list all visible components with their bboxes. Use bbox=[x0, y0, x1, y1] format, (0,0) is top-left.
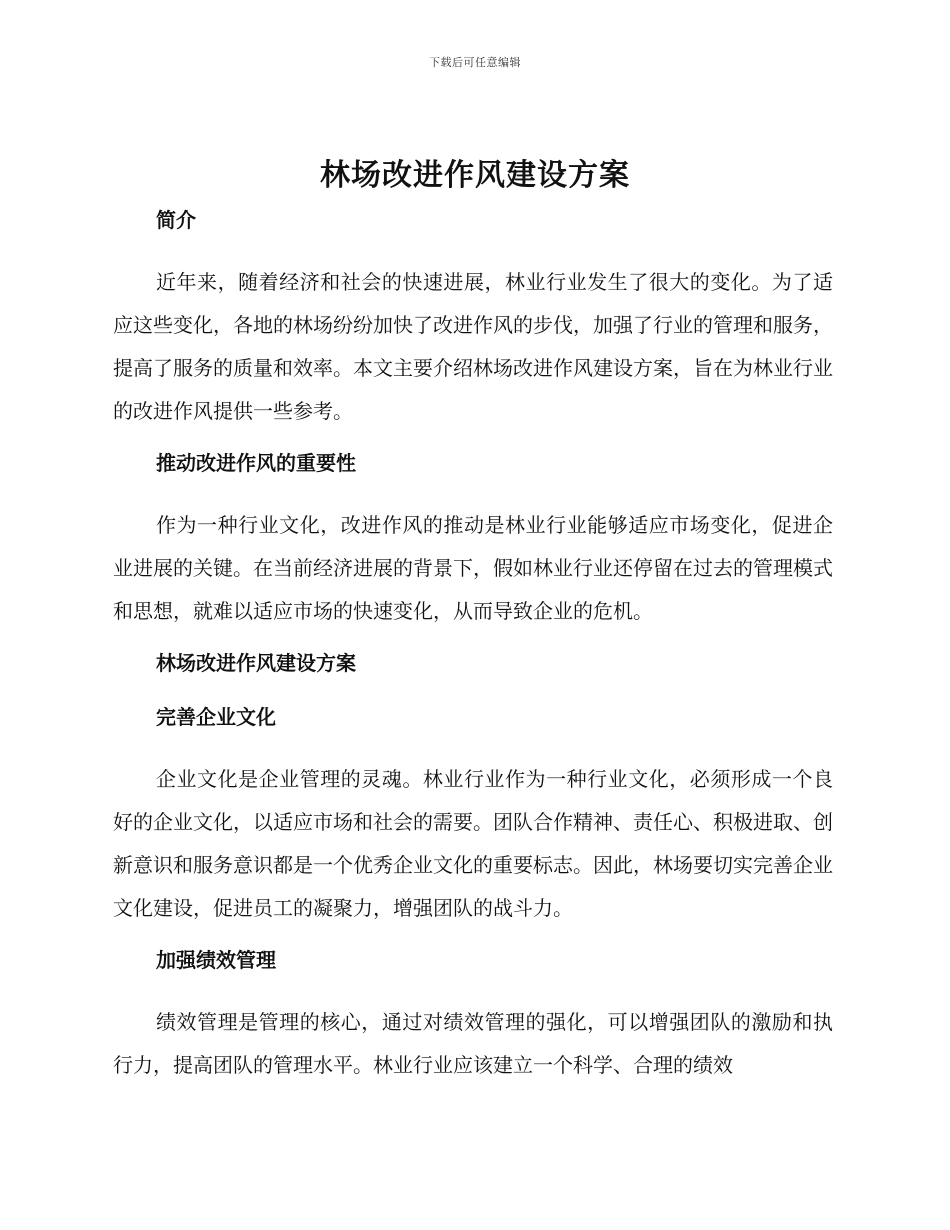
paragraph-importance: 作为一种行业文化，改进作风的推动是林业行业能够适应市场变化，促进企业进展的关键。在当前经济进展的背景下，假如林业行业还停留在过去的管理模式和思想，就难以适应市场的快速变化，从而导致企业的危机。 bbox=[113, 513, 833, 623]
section-heading-importance: 推动改进作风的重要性 bbox=[156, 451, 356, 475]
document-body bbox=[113, 204, 833, 1087]
section-heading-plan: 林场改进作风建设方案 bbox=[156, 651, 356, 675]
section-heading-intro: 简介 bbox=[156, 208, 196, 232]
section-heading-performance: 加强绩效管理 bbox=[156, 948, 276, 972]
document-title: 林场改进作风建设方案 bbox=[320, 158, 630, 193]
paragraph-performance: 绩效管理是管理的核心，通过对绩效管理的强化，可以增强团队的激励和执行力，提高团队的管理水平。林业行业应该建立一个科学、合理的绩效 bbox=[113, 1010, 833, 1077]
header-note: 下载后可任意编辑 bbox=[429, 56, 521, 69]
section-heading-culture: 完善企业文化 bbox=[156, 705, 276, 729]
paragraph-intro: 近年来，随着经济和社会的快速进展，林业行业发生了很大的变化。为了适应这些变化，各地的林场纷纷加快了改进作风的步伐，加强了行业的管理和服务，提高了服务的质量和效率。本文主要介绍林场改进作风建设方案，旨在为林业行业的改进作风提供一些参考。 bbox=[113, 270, 833, 423]
paragraph-culture: 企业文化是企业管理的灵魂。林业行业作为一种行业文化，必须形成一个良好的企业文化，以适应市场和社会的需要。团队合作精神、责任心、积极进取、创新意识和服务意识都是一个优秀企业文化的重要标志。因此，林场要切实完善企业文化建设，促进员工的凝聚力，增强团队的战斗力。 bbox=[113, 767, 833, 920]
